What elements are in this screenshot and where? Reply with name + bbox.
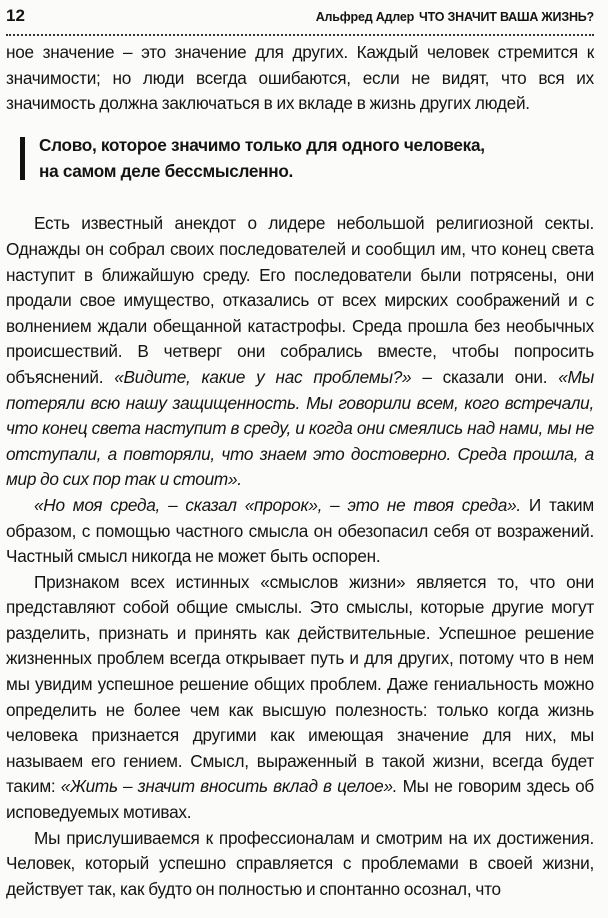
paragraph-text: Признаком всех истинных «смыслов жизни» является то, что они представляют собой общие смыслы. Это смыслы, которые другие могут разделить, признать и принять как действительные. Успешное решение жизненных проблем всегда открывает путь и для других, потому что в нем мы увидим успешное решение общих проблем. Даже гениальность можно определить не более чем как высшую полезность: только когда жизнь человека признается другими как имеющая значение для них, мы называем его гением. Смысл, выраженный в такой жизни, всегда будет таким:	[6, 571, 594, 797]
header-divider	[6, 34, 594, 36]
italic-quote: «Мы потеряли всю нашу защищенность. Мы говорили всем, кого встречали, что конец света наступит в среду, и когда они смеялись над нами, мы не отступали, а повторяли, что знаем это достоверно. Среда прошла, а мир до сих пор так и стоит».	[6, 366, 594, 490]
running-head-title: ЧТО ЗНАЧИТ ВАША ЖИЗНЬ?	[419, 10, 594, 24]
paragraph-text: – сказали они.	[411, 366, 559, 387]
italic-quote: «Но моя среда, – сказал «пророк», – это не твоя среда».	[34, 494, 521, 515]
intro-paragraph: ное значение – это значение для других. Каждый человек стремится к значимости; но люди всегда ошибаются, если не видят, что вся их значимость должна заключаться в их вкладе в жизнь других людей.	[6, 42, 594, 114]
running-head-author: Альфред Адлер	[315, 10, 415, 24]
paragraph-text: И таким образом, с помощью частного смысла он обезопасил себя от возражений. Частный смысл никогда не может быть оспорен.	[6, 494, 594, 567]
pull-quote	[20, 133, 594, 185]
italic-quote: «Видите, какие у нас проблемы?»	[114, 366, 412, 387]
paragraph-prophet	[6, 493, 594, 570]
pull-quote-line-1: Слово, которое значимо только для одного человека,	[39, 134, 485, 155]
paragraph-common-meaning	[6, 570, 594, 826]
paragraph-anecdote	[6, 211, 594, 493]
paragraph-professionals: Мы прислушиваемся к профессионалам и смотрим на их достижения. Человек, который успешно справляется с проблемами в своей жизни, действует так, как будто он полностью и спонтанно осознал, что	[6, 827, 594, 899]
pull-quote-bar	[20, 137, 25, 181]
page-number: 12	[6, 6, 25, 25]
running-head	[316, 10, 594, 24]
italic-quote: «Жить – значит вносить вклад в целое».	[60, 776, 398, 797]
pull-quote-line-2: на самом деле бессмысленно.	[39, 160, 293, 181]
page-header	[6, 0, 594, 34]
pull-quote-text	[39, 133, 485, 185]
paragraph-text: Мы не говорим здесь об исповедуемых мотивах.	[6, 776, 595, 823]
paragraph-text: Есть известный анекдот о лидере небольшой религиозной секты. Однажды он собрал своих последователей и сообщил им, что конец света наступит в ближайшую среду. Его последователи были потрясены, они продали свое имущество, отказались от всех мирских соображений и с волнением ждали обещанной катастрофы. Среда прошла без необычных происшествий. В четверг они собрались вместе, чтобы попросить объяснений.	[6, 213, 594, 387]
